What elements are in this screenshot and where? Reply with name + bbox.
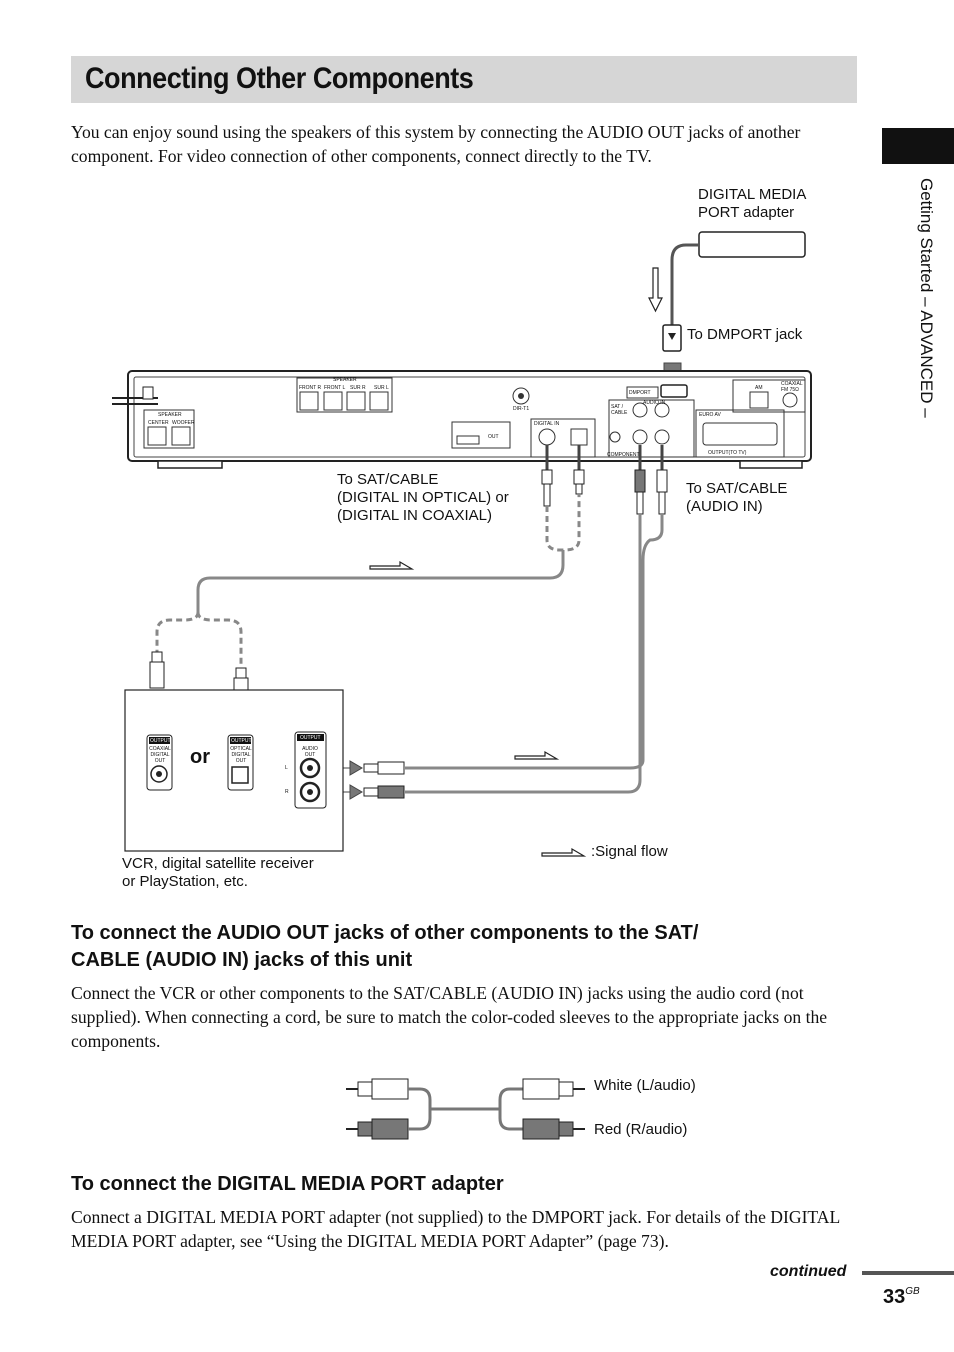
signal-flow-legend-arrow (542, 849, 584, 856)
page-title: Connecting Other Components (85, 62, 474, 95)
output-label-2: OUTPUT (231, 738, 252, 744)
output-to-tv-label: OUTPUT(TO TV) (708, 450, 747, 456)
section-tab-label: Getting Started – ADVANCED – (917, 178, 936, 418)
dmport-adapter-label-2: PORT adapter (698, 204, 795, 221)
section-dmport-heading: To connect the DIGITAL MEDIA PORT adapter (71, 1173, 504, 1195)
sat-cable-label: SAT / CABLE (611, 404, 628, 416)
l-label: L (285, 765, 288, 771)
intro-paragraph: You can enjoy sound using the speakers of this system by connecting the AUDIO OUT jacks of another component. For video connection of other components, connect directly to the TV. (71, 122, 801, 166)
audio-cord-illustration (346, 1079, 585, 1139)
white-cord-label: White (L/audio) (594, 1077, 696, 1094)
sur-r-label: SUR R (350, 385, 366, 391)
to-sat-cable-audio-label-2: (AUDIO IN) (686, 498, 763, 515)
coaxial-fm-label: COAXIAL FM 75Ω (781, 381, 803, 393)
to-sat-cable-digital-label-3: (DIGITAL IN COAXIAL) (337, 507, 493, 524)
dmport-label: DMPORT (629, 390, 651, 396)
signal-flow-arrow-2 (515, 752, 557, 759)
dmport-cable (672, 245, 699, 325)
to-sat-cable-audio-label-1: To SAT/CABLE (686, 480, 788, 497)
page-number (883, 1286, 920, 1309)
section-audio-body: Connect the VCR or other components to the SAT/CABLE (AUDIO IN) jacks using the audio cord (not supplied). When connecting a cord, be sure to match the color-coded sleeves to the appropriate jacks on the components. (71, 983, 828, 1051)
coaxial-out-label: COAXIAL DIGITAL OUT (149, 746, 171, 764)
signal-flow-label: :Signal flow (591, 843, 668, 860)
section-dmport-body: Connect a DIGITAL MEDIA PORT adapter (not supplied) to the DMPORT jack. For details of the DIGITAL MEDIA PORT adapter, see “Using the DIGITAL MEDIA PORT Adapter” (page 73). (71, 1207, 840, 1251)
section-audio-heading-1: To connect the AUDIO OUT jacks of other components to the SAT/ (71, 922, 699, 944)
center-label: CENTER (148, 420, 169, 426)
signal-flow-arrow-down (649, 268, 662, 311)
output-label-3: OUTPUT (300, 735, 321, 741)
audio-out-label: AUDIO OUT (302, 746, 318, 758)
signal-flow-arrow-1 (370, 562, 412, 569)
unit-rear-panel (112, 371, 811, 468)
component-caption-2: or PlayStation, etc. (122, 873, 248, 890)
continued-label: continued (770, 1263, 847, 1280)
speaker-label-2: SPEAKER (158, 412, 182, 418)
woofer-label: WOOFER (172, 420, 195, 426)
speaker-label: SPEAKER (333, 377, 357, 383)
dir-t1-label: DIR-T1 (513, 406, 530, 412)
euro-av-label: EURO AV (699, 412, 721, 418)
or-label: or (190, 746, 210, 768)
optical-out-label: OPTICAL DIGITAL OUT (230, 746, 252, 764)
page-number-suffix: GB (905, 1286, 920, 1297)
to-sat-cable-digital-label-2: (DIGITAL IN OPTICAL) or (337, 489, 509, 506)
audio-in-label: AUDIO IN (643, 400, 666, 406)
component-caption-1: VCR, digital satellite receiver (122, 855, 314, 872)
dmport-adapter-label-1: DIGITAL MEDIA (698, 186, 807, 203)
output-label-1: OUTPUT (150, 738, 171, 744)
continued-rule (862, 1271, 954, 1275)
front-l-label: FRONT L (324, 385, 346, 391)
red-cord-label: Red (R/audio) (594, 1121, 688, 1138)
component-label: COMPONENT (607, 452, 640, 458)
to-sat-cable-digital-label-1: To SAT/CABLE (337, 471, 439, 488)
front-r-label: FRONT R (299, 385, 322, 391)
r-label: R (285, 789, 289, 795)
digital-in-label: DIGITAL IN (534, 421, 560, 427)
hdmi-out-label: OUT (488, 434, 499, 440)
page-number-value: 33 (883, 1286, 906, 1308)
section-audio-heading-2: CABLE (AUDIO IN) jacks of this unit (71, 949, 413, 971)
to-dmport-jack-label: To DMPORT jack (687, 326, 803, 343)
sur-l-label: SUR L (374, 385, 389, 391)
dmport-adapter (699, 232, 805, 257)
am-label: AM (755, 385, 763, 391)
